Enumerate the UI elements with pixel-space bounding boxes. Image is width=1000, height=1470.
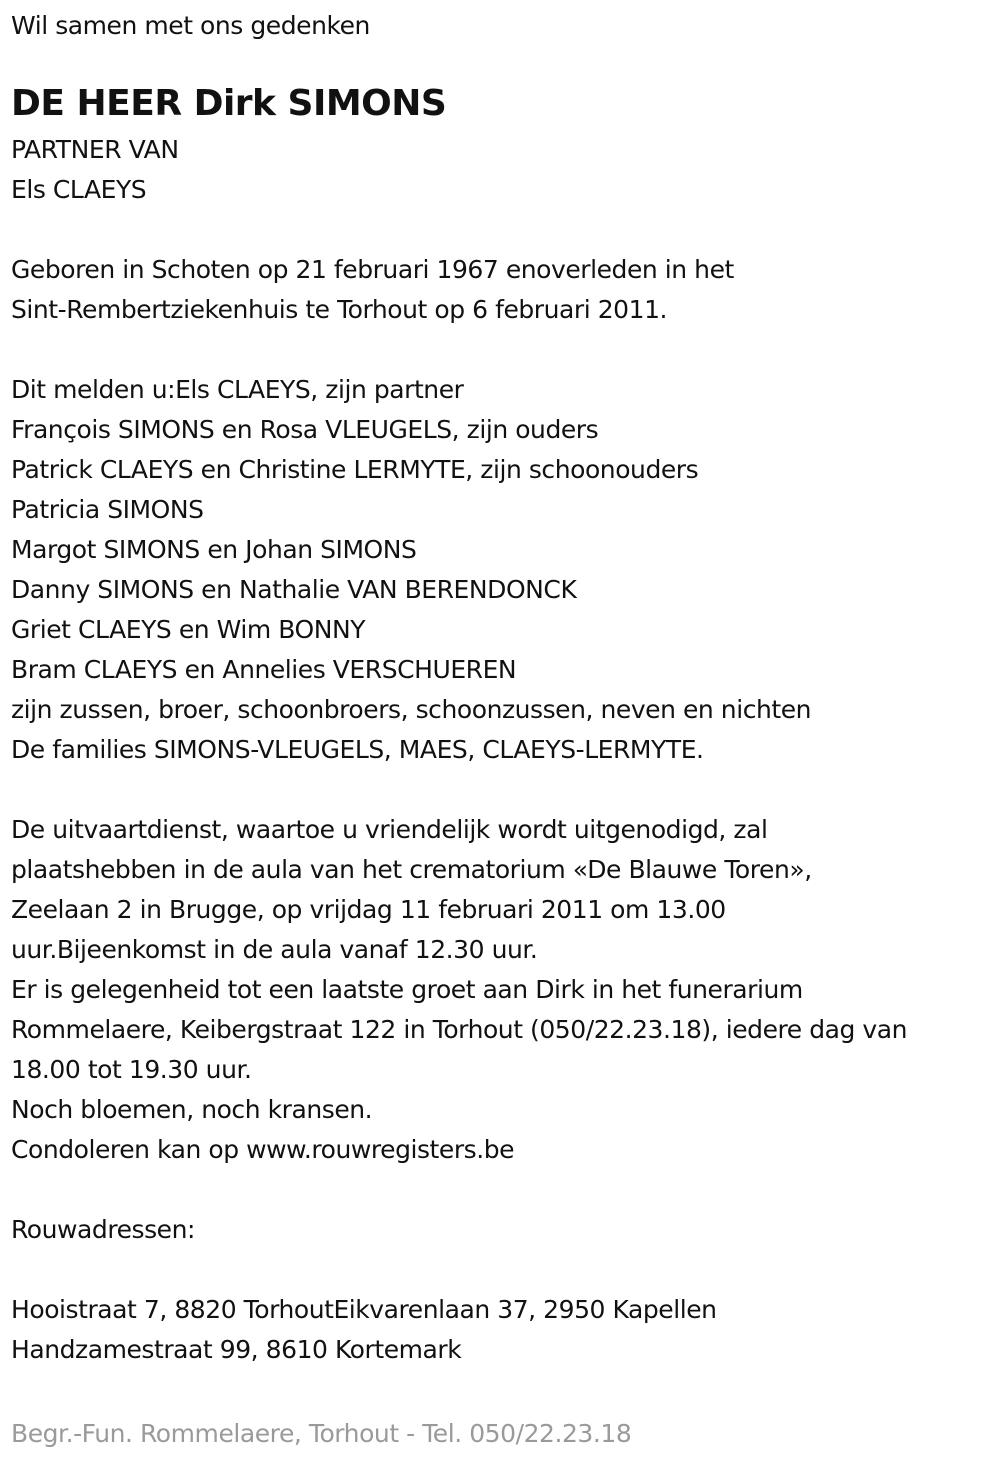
condolence-line: Condoleren kan op www.rouwregisters.be	[11, 1135, 515, 1164]
service-line: Zeelaan 2 in Brugge, op vrijdag 11 februari 2011 om 13.00	[11, 895, 726, 924]
service-block	[11, 810, 996, 1170]
announcer-line: Danny SIMONS en Nathalie VAN BERENDONCK	[11, 575, 577, 604]
deceased-name: DE HEER Dirk SIMONS	[11, 83, 447, 124]
announcer-line: Bram CLAEYS en Annelies VERSCHUEREN	[11, 655, 517, 684]
announcer-line: Margot SIMONS en Johan SIMONS	[11, 535, 417, 564]
service-line: De uitvaartdienst, waartoe u vriendelijk wordt uitgenodigd, zal	[11, 815, 768, 844]
spacer	[11, 330, 996, 370]
address-line: Hooistraat 7, 8820 TorhoutEikvarenlaan 37, 2950 Kapellen	[11, 1295, 717, 1324]
birth-death-block	[11, 250, 996, 330]
announcer-line: François SIMONS en Rosa VLEUGELS, zijn ouders	[11, 415, 599, 444]
announcer-line: Patricia SIMONS	[11, 495, 204, 524]
service-line: Rommelaere, Keibergstraat 122 in Torhout (050/22.23.18), iedere dag van	[11, 1015, 908, 1044]
announcer-line: Patrick CLAEYS en Christine LERMYTE, zijn schoonouders	[11, 455, 699, 484]
partner-name: Els CLAEYS	[11, 175, 147, 204]
announcer-line: De families SIMONS-VLEUGELS, MAES, CLAEYS-LERMYTE.	[11, 735, 704, 764]
addresses-block	[11, 1290, 996, 1370]
announcer-line: Griet CLAEYS en Wim BONNY	[11, 615, 366, 644]
service-line: uur.Bijeenkomst in de aula vanaf 12.30 uur.	[11, 935, 538, 964]
announcer-line: zijn zussen, broer, schoonbroers, schoonzussen, neven en nichten	[11, 695, 812, 724]
birth-death-line: Geboren in Schoten op 21 februari 1967 enoverleden in het	[11, 255, 734, 284]
spacer	[11, 210, 996, 250]
relation-text: PARTNER VAN	[11, 135, 179, 164]
service-line: Er is gelegenheid tot een laatste groet aan Dirk in het funerarium	[11, 975, 803, 1004]
announcers-block	[11, 370, 996, 770]
obituary	[11, 0, 996, 1370]
service-line: 18.00 tot 19.30 uur.	[11, 1055, 252, 1084]
addresses-label: Rouwadressen:	[11, 1215, 195, 1244]
spacer	[11, 1170, 996, 1210]
service-line: plaatshebben in de aula van het crematorium «De Blauwe Toren»,	[11, 855, 812, 884]
intro-text: Wil samen met ons gedenken	[11, 11, 370, 40]
funeral-home-footer: Begr.-Fun. Rommelaere, Torhout - Tel. 050/22.23.18	[11, 1419, 632, 1448]
spacer	[11, 770, 996, 810]
birth-death-line: Sint-Rembertziekenhuis te Torhout op 6 februari 2011.	[11, 295, 668, 324]
address-line: Handzamestraat 99, 8610 Kortemark	[11, 1335, 462, 1364]
service-line: Noch bloemen, noch kransen.	[11, 1095, 373, 1124]
spacer	[11, 1250, 996, 1290]
announcer-line: Dit melden u:Els CLAEYS, zijn partner	[11, 375, 464, 404]
